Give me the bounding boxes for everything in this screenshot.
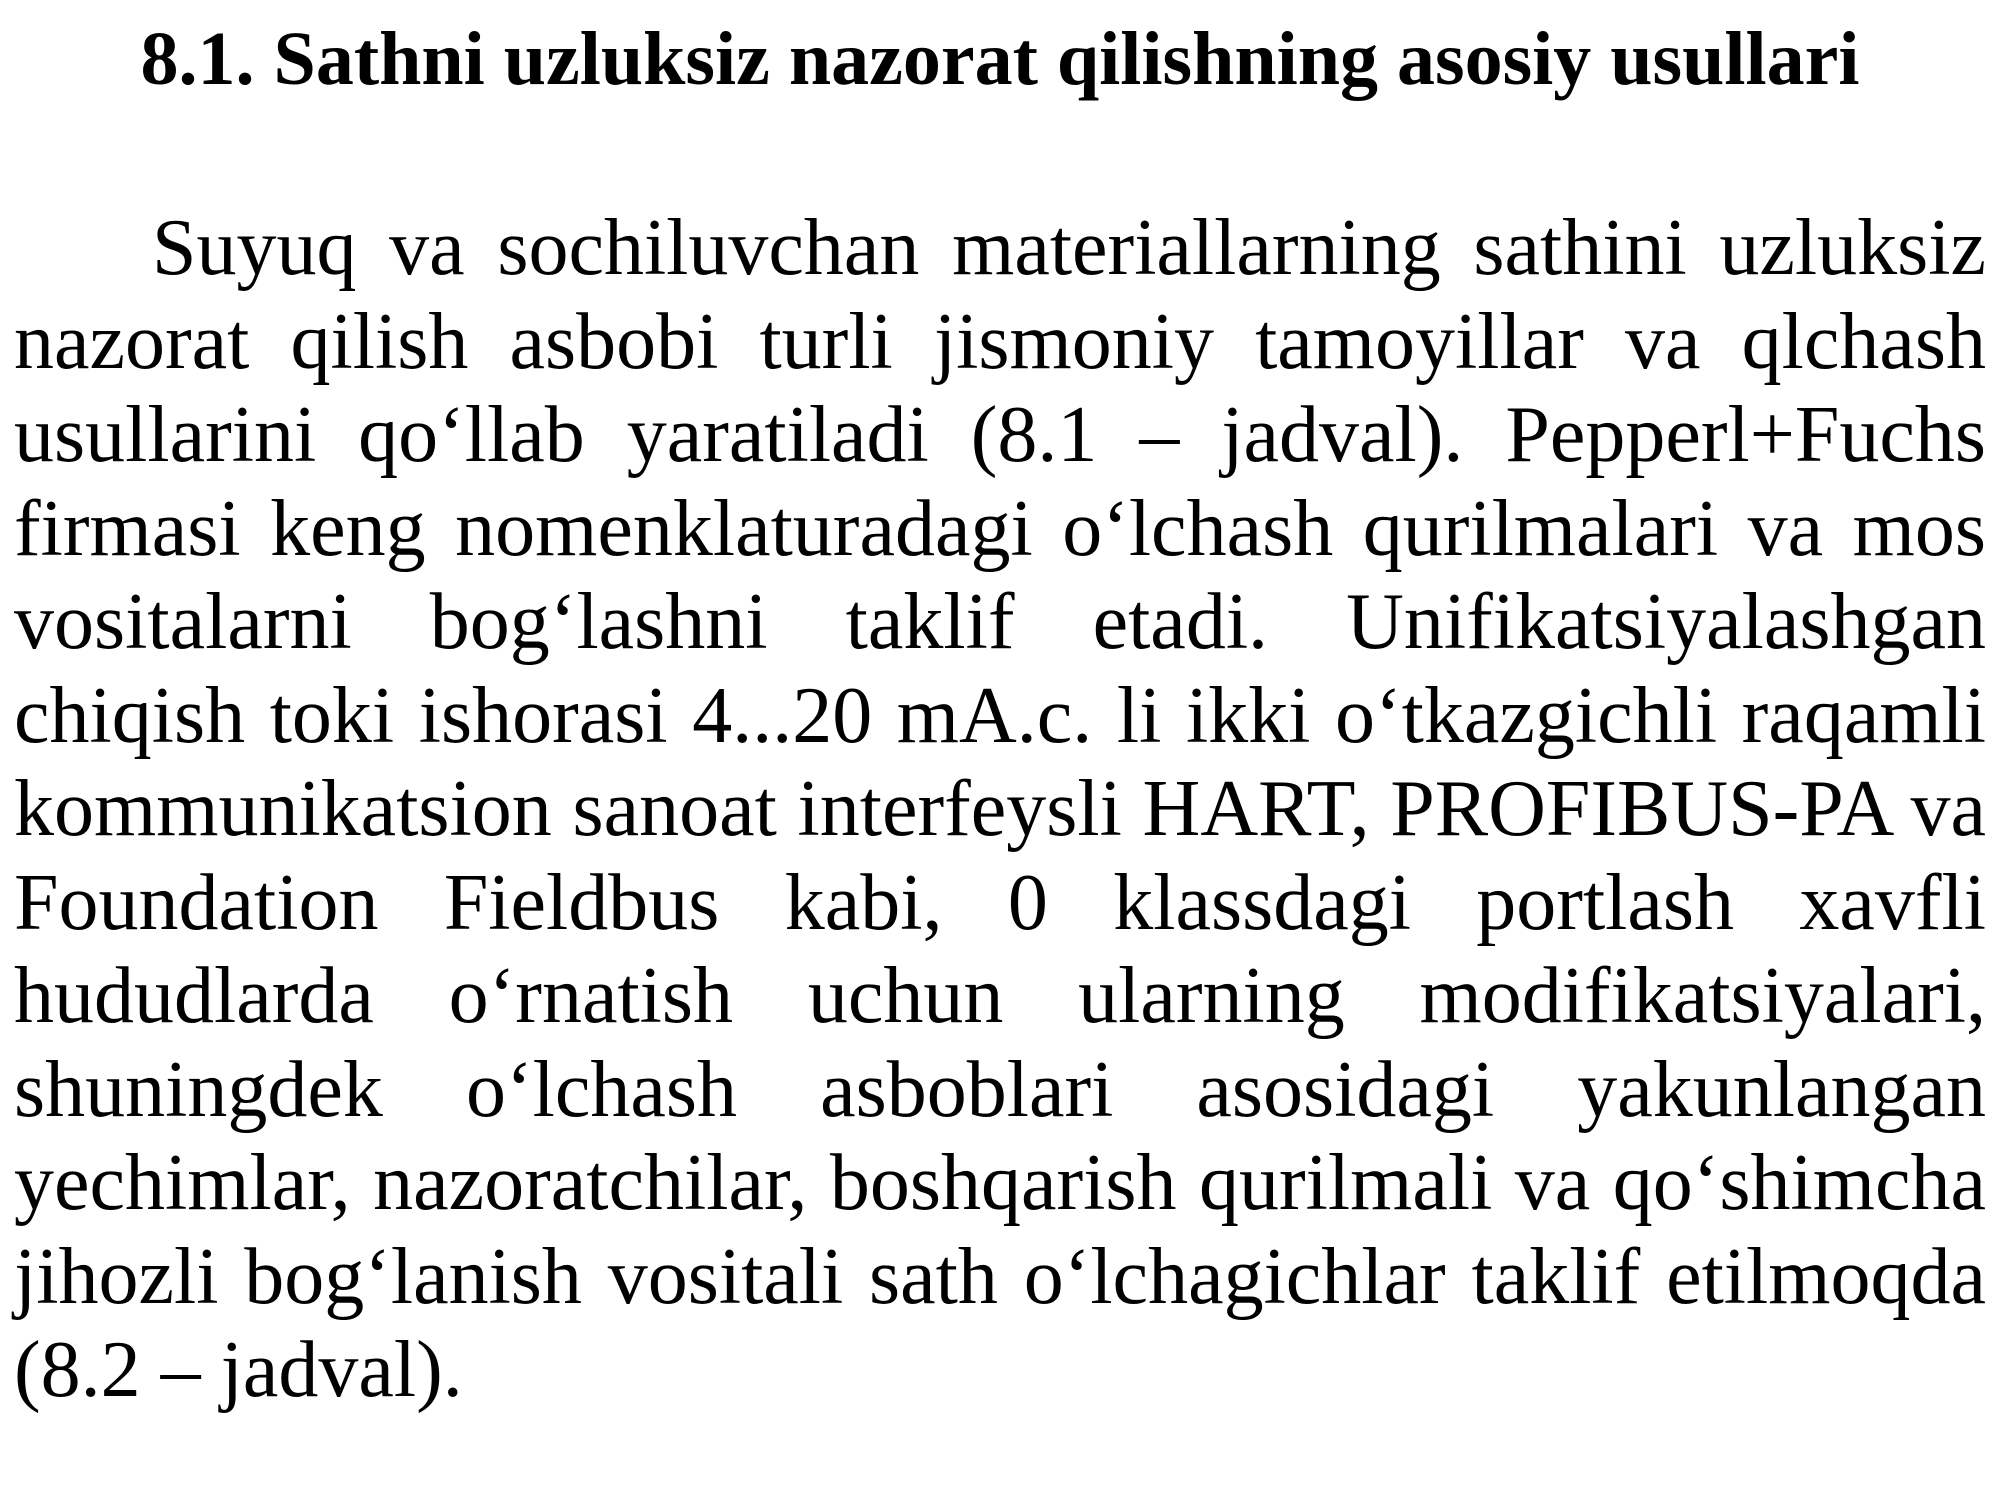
document-page — [14, 0, 1986, 1418]
section-heading: 8.1. Sathni uzluksiz nazorat qilishning asosiy usullari — [140, 17, 1860, 101]
body-paragraph: Suyuq va sochiluvchan materiallarning sathini uzluksiz nazorat qilish asbobi turli jismoniy tamoyillar va qlchash usullarini qo‘llab yaratiladi (8.1 – jadval). Pepperl+Fuchs firmasi keng nomenklaturadagi o‘lchash qurilmalari va mos vositalarni bog‘lashni taklif etadi. Unifikatsiyalashgan chiqish toki ishorasi 4...20 mA.c. li ikki o‘tkazgichli raqamli kommunikatsion sanoat interfeysli HART, PROFIBUS-PA va Foundation Fieldbus kabi, 0 klassdagi portlash xavfli hududlarda o‘rnatish uchun ularning modifikatsiyalari, shuningdek o‘lchash asboblari asosidagi yakunlangan yechimlar, nazoratchilar, boshqarish qurilmali va qo‘shimcha jihozli bog‘lanish vositali sath o‘lchagichlar taklif etilmoqda (8.2 – jadval). — [14, 204, 1986, 1414]
